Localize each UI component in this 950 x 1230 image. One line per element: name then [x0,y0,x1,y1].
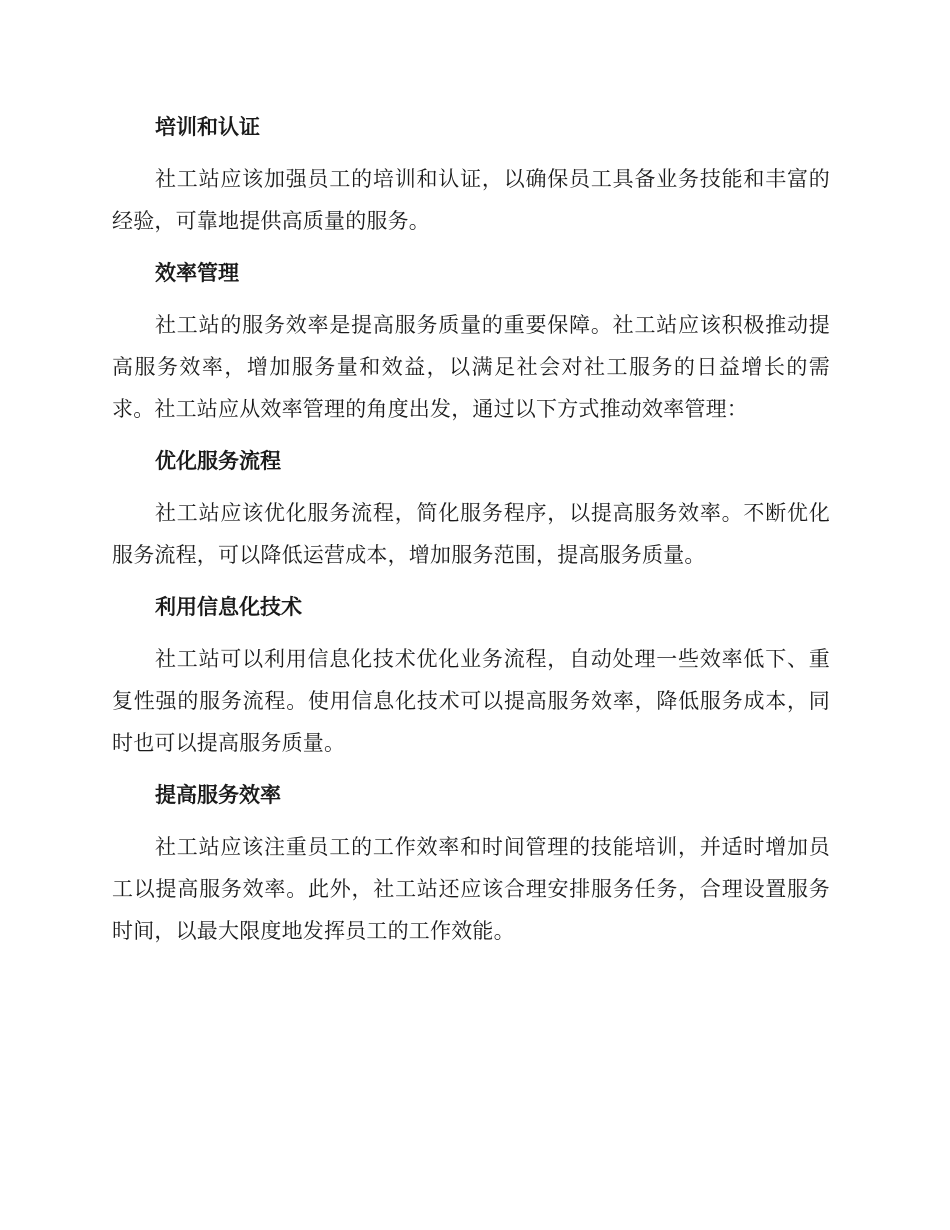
section-paragraph-efficiency-management: 社工站的服务效率是提高服务质量的重要保障。社工站应该积极推动提高服务效率，增加服务量和效益，以满足社会对社工服务的日益增长的需求。社工站应从效率管理的角度出发，通过以下方式推动效率管理： [112,313,830,421]
section-heading-information-technology: 利用信息化技术 [155,595,302,619]
section-heading-efficiency-management: 效率管理 [155,261,239,285]
section-paragraph-information-technology: 社工站可以利用信息化技术优化业务流程，自动处理一些效率低下、重复性强的服务流程。使用信息化技术可以提高服务效率，降低服务成本，同时也可以提高服务质量。 [112,647,830,755]
section-heading-optimize-process: 优化服务流程 [155,449,281,473]
section-paragraph-improve-efficiency: 社工站应该注重员工的工作效率和时间管理的技能培训，并适时增加员工以提高服务效率。此外，社工站还应该合理安排服务任务，合理设置服务时间，以最大限度地发挥员工的工作效能。 [112,835,830,943]
document-body [112,108,830,964]
section-heading-training: 培训和认证 [155,115,260,139]
section-paragraph-training: 社工站应该加强员工的培训和认证，以确保员工具备业务技能和丰富的经验，可靠地提供高质量的服务。 [112,167,830,233]
section-paragraph-optimize-process: 社工站应该优化服务流程，简化服务程序，以提高服务效率。不断优化服务流程，可以降低运营成本，增加服务范围，提高服务质量。 [112,501,830,567]
section-heading-improve-efficiency: 提高服务效率 [155,783,281,807]
